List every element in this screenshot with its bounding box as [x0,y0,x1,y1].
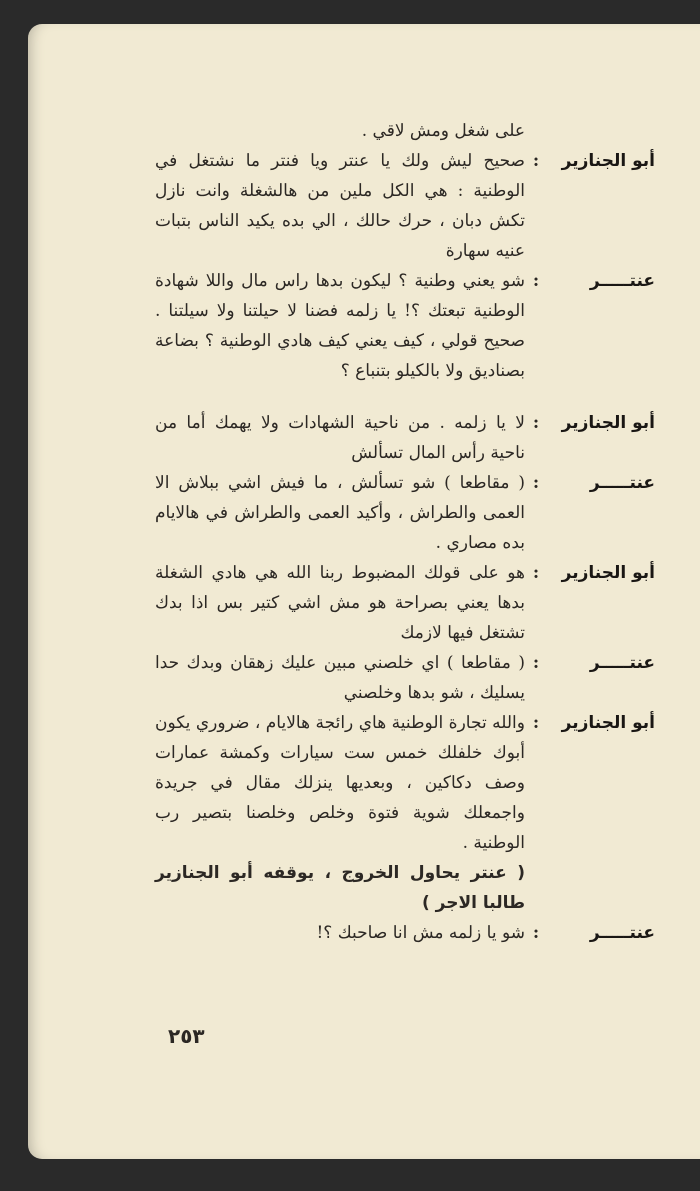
dialogue-text: شو يا زلمه مش انا صاحبك ؟! [316,923,525,943]
speaker-name: عنتـــــر [589,473,655,493]
play-text [155,116,655,948]
dialogue-text: ( مقاطعا ) اي خلصني مبين عليك زهقان وبدك حدا يسليك ، شو بدها وخلصني [155,653,525,703]
speaker-name: أبو الجنازير [561,713,655,733]
colon: : [532,713,540,733]
stage-direction: ( عنتر يحاول الخروج ، يوقفه أبو الجنازير طالبا الاجر ) [155,863,525,913]
speaker-name: عنتـــــر [589,923,655,943]
dialogue-continuation [155,116,655,146]
dialogue-block [155,918,655,948]
speaker-name: أبو الجنازير [561,413,655,433]
spacer [155,386,655,408]
colon: : [532,473,540,493]
dialogue-text: والله تجارة الوطنية هاي رائجة هالايام ، ضروري يكون أبوك خلفلك خمس ست سيارات وكمشة عمارات وصف دكاكين ، وبعديها ينزلك مقال في جريدة واجمعلك شوية فتوة وخلص وخلصنا بتصير رب الوطنية . [155,713,525,853]
speaker-name: عنتـــــر [589,271,655,291]
stage-direction-block [155,858,655,918]
speaker-name: عنتـــــر [589,653,655,673]
colon: : [532,413,540,433]
dialogue-text: ( مقاطعا ) شو تسألش ، ما فيش اشي ببلاش الا العمى والطراش ، وأكيد العمى والطراش في هالايام بده مصاري . [155,473,525,553]
dialogue-text: هو على قولك المضبوط ربنا الله هي هادي الشغلة بدها يعني بصراحة هو مش اشي كتير بس اذا بدك تشتغل فيها لازمك [155,563,525,643]
dialogue-block [155,146,655,266]
dialogue-text: لا يا زلمه . من ناحية الشهادات ولا يهمك أما من ناحية رأس المال تسألش [155,413,525,463]
colon: : [532,563,540,583]
dialogue-block [155,648,655,708]
colon: : [532,653,540,673]
dialogue-text: صحيح ليش ولك يا عنتر ويا فنتر ما نشتغل في الوطنية : هي الكل ملين من هالشغلة وانت نازل تكش دبان ، حرك حالك ، الي بده يكيد الناس بتبات عنيه سهارة [155,151,525,261]
page-number: ٢٥٣ [168,1024,205,1048]
dialogue-text: على شغل ومش لاقي . [361,121,525,141]
speaker-name: أبو الجنازير [561,151,655,171]
dialogue-block [155,468,655,558]
colon: : [532,271,540,291]
dialogue-block [155,558,655,648]
book-page [28,24,700,1159]
dialogue-block [155,266,655,386]
colon: : [532,923,540,943]
colon: : [532,151,540,171]
speaker-name: أبو الجنازير [561,563,655,583]
dialogue-text: شو يعني وطنية ؟ ليكون بدها راس مال واللا شهادة الوطنية تبعتك ؟! يا زلمه فضنا لا حيلتنا ولا سيلتنا . صحيح قولي ، كيف يعني كيف هادي الوطنية ؟ بضاعة بصناديق ولا بالكيلو بتنباع ؟ [155,271,525,381]
dialogue-block [155,708,655,858]
dialogue-block [155,408,655,468]
